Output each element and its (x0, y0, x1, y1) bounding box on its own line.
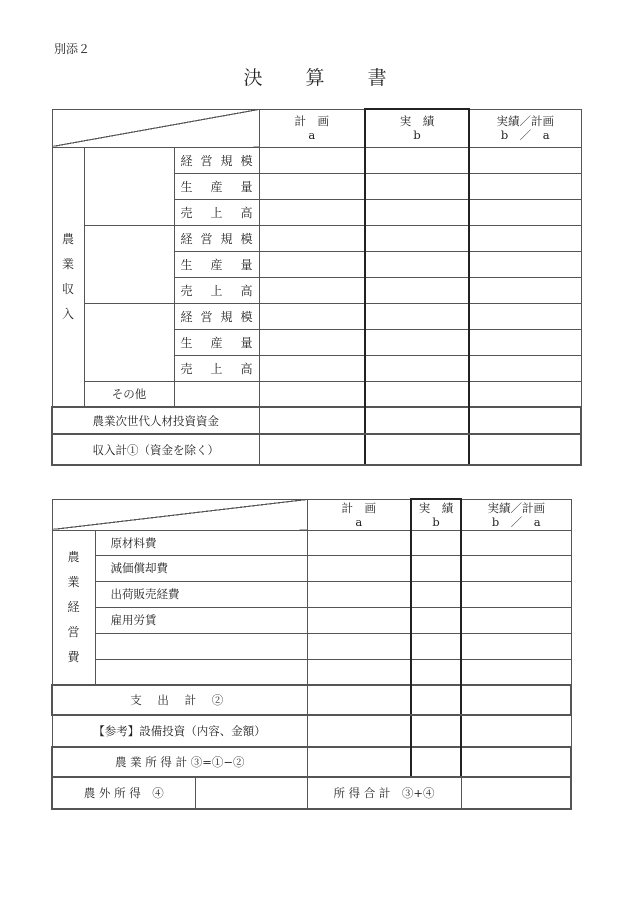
actual-cell[interactable] (365, 303, 469, 329)
item-scale: 経営規模 (174, 225, 259, 251)
farm-income-label: 農 業 所 得 計 ③=①−② (52, 747, 307, 777)
ratio-cell[interactable] (461, 659, 571, 685)
plan-cell[interactable] (307, 530, 411, 555)
plan-cell[interactable] (307, 633, 411, 659)
plan-cell[interactable] (259, 173, 365, 199)
expense-item-blank[interactable] (95, 659, 307, 685)
actual-cell[interactable] (411, 715, 461, 747)
plan-cell[interactable] (259, 381, 365, 407)
ratio-cell[interactable] (469, 147, 581, 173)
expense-group-label: 農業経営費 (52, 530, 95, 685)
ratio-cell[interactable] (461, 715, 571, 747)
ratio-cell[interactable] (461, 685, 571, 715)
income-total-label: 収入計①（資金を除く） (52, 434, 259, 465)
subsidy-label: 農業次世代人材投資資金 (52, 407, 259, 434)
item-scale: 経営規模 (174, 147, 259, 173)
ratio-cell[interactable] (469, 329, 581, 355)
actual-cell[interactable] (365, 407, 469, 434)
item-sales: 売上高 (174, 355, 259, 381)
column-actual-header: 実 績 b (411, 499, 461, 530)
plan-cell[interactable] (259, 251, 365, 277)
expense-item: 原材料費 (95, 530, 307, 555)
plan-cell[interactable] (259, 199, 365, 225)
plan-cell[interactable] (259, 434, 365, 465)
item-production: 生産量 (174, 329, 259, 355)
ratio-cell[interactable] (461, 633, 571, 659)
ratio-cell[interactable] (469, 251, 581, 277)
plan-cell[interactable] (307, 659, 411, 685)
item-sales: 売上高 (174, 199, 259, 225)
actual-cell[interactable] (411, 685, 461, 715)
reference-investment-label: 【参考】設備投資（内容、金額） (52, 715, 307, 747)
ratio-cell[interactable] (469, 225, 581, 251)
plan-cell[interactable] (307, 715, 411, 747)
other-label: その他 (84, 381, 174, 407)
ratio-cell[interactable] (469, 303, 581, 329)
actual-cell[interactable] (411, 555, 461, 581)
actual-cell[interactable] (365, 434, 469, 465)
ratio-cell[interactable] (469, 277, 581, 303)
ratio-cell[interactable] (469, 407, 581, 434)
expense-item-blank[interactable] (95, 633, 307, 659)
plan-cell[interactable] (259, 277, 365, 303)
actual-cell[interactable] (365, 277, 469, 303)
ratio-cell[interactable] (469, 381, 581, 407)
actual-cell[interactable] (365, 381, 469, 407)
plan-cell[interactable] (259, 225, 365, 251)
plan-cell[interactable] (307, 555, 411, 581)
actual-cell[interactable] (365, 251, 469, 277)
header-corner (52, 109, 259, 147)
column-ratio-header: 実績／計画 b ／ a (461, 499, 571, 530)
ratio-cell[interactable] (461, 530, 571, 555)
header-corner (52, 499, 307, 530)
ratio-cell[interactable] (469, 173, 581, 199)
expense-table (51, 498, 572, 810)
column-ratio-header: 実績／計画 b ／ a (469, 109, 581, 147)
item-scale: 経営規模 (174, 303, 259, 329)
actual-cell[interactable] (411, 581, 461, 607)
expense-item: 減価償却費 (95, 555, 307, 581)
column-actual-header: 実 績 b (365, 109, 469, 147)
page-title: 決 算 書 (243, 67, 399, 89)
plan-cell[interactable] (307, 607, 411, 633)
nonfarm-income-value[interactable] (195, 777, 307, 809)
expense-item: 出荷販売経費 (95, 581, 307, 607)
income-table (51, 108, 582, 466)
plan-cell[interactable] (307, 685, 411, 715)
actual-cell[interactable] (411, 747, 461, 777)
actual-cell[interactable] (411, 659, 461, 685)
plan-cell[interactable] (259, 147, 365, 173)
actual-cell[interactable] (411, 530, 461, 555)
crop-name-cell[interactable] (84, 303, 174, 381)
column-plan-header: 計 画 a (307, 499, 411, 530)
plan-cell[interactable] (259, 355, 365, 381)
actual-cell[interactable] (365, 329, 469, 355)
ratio-cell[interactable] (461, 607, 571, 633)
item-production: 生産量 (174, 173, 259, 199)
ratio-cell[interactable] (469, 199, 581, 225)
nonfarm-income-label: 農 外 所 得 ④ (52, 777, 195, 809)
ratio-cell[interactable] (469, 434, 581, 465)
plan-cell[interactable] (307, 581, 411, 607)
expense-item: 雇用労賃 (95, 607, 307, 633)
actual-cell[interactable] (365, 199, 469, 225)
plan-cell[interactable] (259, 407, 365, 434)
crop-name-cell[interactable] (84, 147, 174, 225)
other-detail-cell[interactable] (174, 381, 259, 407)
actual-cell[interactable] (365, 355, 469, 381)
total-income-label: 所 得 合 計 ③+④ (307, 777, 461, 809)
actual-cell[interactable] (365, 225, 469, 251)
plan-cell[interactable] (259, 329, 365, 355)
item-sales: 売上高 (174, 277, 259, 303)
crop-name-cell[interactable] (84, 225, 174, 303)
plan-cell[interactable] (259, 303, 365, 329)
actual-cell[interactable] (411, 633, 461, 659)
ratio-cell[interactable] (469, 355, 581, 381)
plan-cell[interactable] (307, 747, 411, 777)
expense-total-label: 支 出 計 ② (52, 685, 307, 715)
column-plan-header: 計 画 a (259, 109, 365, 147)
actual-cell[interactable] (365, 147, 469, 173)
attachment-label: 別添２ (54, 42, 91, 56)
actual-cell[interactable] (365, 173, 469, 199)
total-income-value[interactable] (461, 777, 571, 809)
ratio-cell[interactable] (461, 747, 571, 777)
ratio-cell[interactable] (461, 555, 571, 581)
item-production: 生産量 (174, 251, 259, 277)
actual-cell[interactable] (411, 607, 461, 633)
income-group-label: 農業収入 (52, 147, 84, 407)
ratio-cell[interactable] (461, 581, 571, 607)
